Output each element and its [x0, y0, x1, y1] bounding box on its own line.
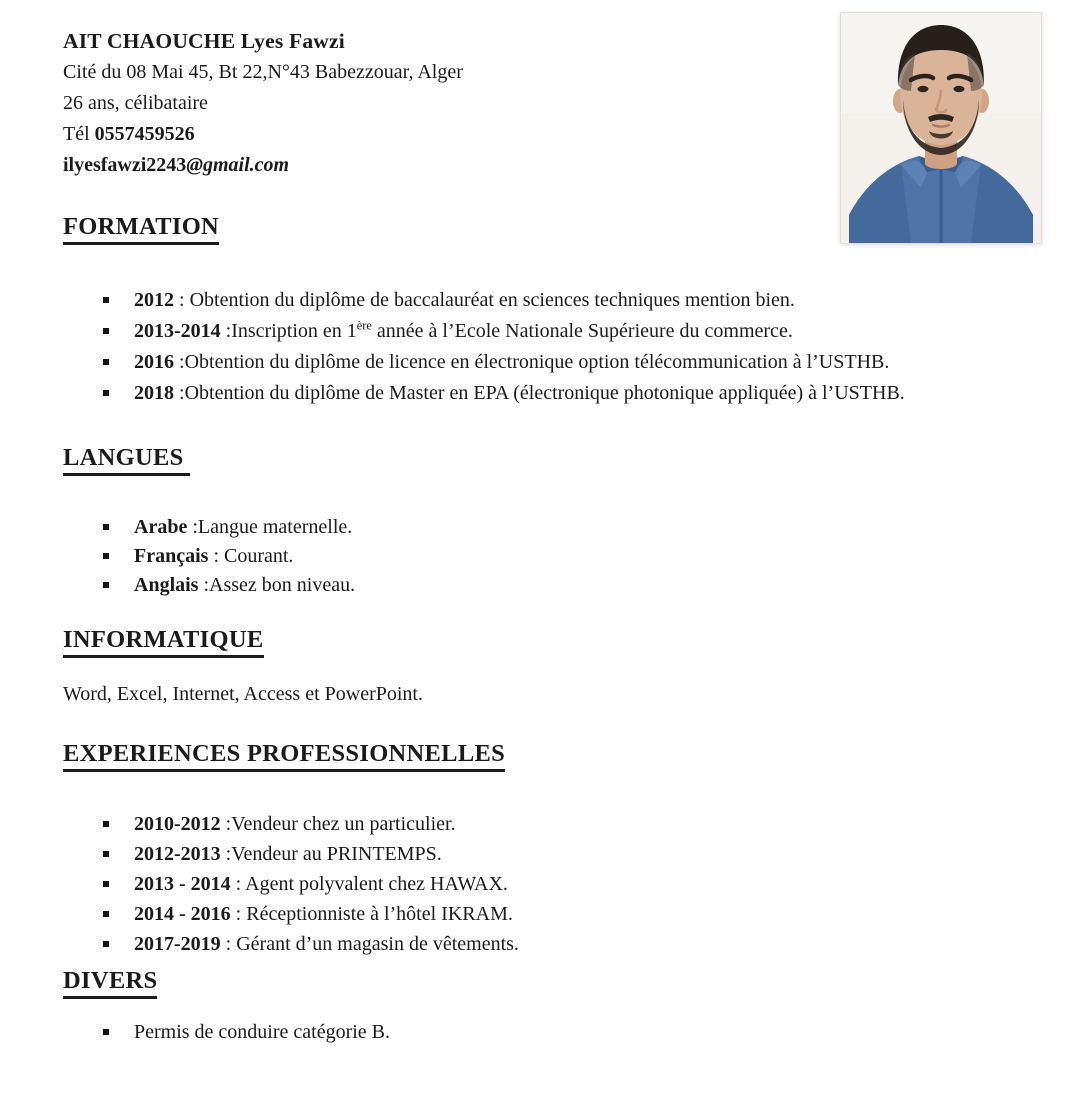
item-lead: Français	[134, 545, 209, 567]
cv-sections	[63, 213, 990, 1047]
section-langues	[63, 444, 990, 600]
item-lead: 2013-2014	[134, 320, 221, 342]
list-item-text: 2010-2012 :Vendeur chez un particulier.	[134, 813, 456, 835]
section-list	[63, 1017, 990, 1047]
list-item-text: 2013-2014 :Inscription en 1ère année à l’Ecole Nationale Supérieure du commerce.	[134, 318, 793, 342]
section-list	[63, 809, 990, 959]
section-title: EXPERIENCES PROFESSIONNELLES	[63, 740, 505, 772]
section-paragraph: Word, Excel, Internet, Access et PowerPoint.	[63, 683, 423, 705]
list-item	[103, 929, 990, 959]
list-item-text: 2017-2019 : Gérant d’un magasin de vêtements.	[134, 933, 519, 955]
section-title: FORMATION	[63, 213, 219, 245]
list-item	[103, 378, 990, 409]
email-domain: @gmail.com	[186, 154, 290, 176]
item-lead: 2017-2019	[134, 933, 221, 955]
list-item-text: 2012-2013 :Vendeur au PRINTEMPS.	[134, 843, 442, 865]
section-informatique	[63, 626, 990, 707]
bullet-square-icon	[103, 390, 109, 396]
list-item	[103, 513, 990, 542]
list-item-text: Permis de conduire catégorie B.	[134, 1021, 391, 1043]
bullet-square-icon	[103, 553, 109, 559]
section-experiences	[63, 740, 990, 959]
ordinal-superscript: ère	[356, 318, 372, 333]
section-heading	[63, 740, 990, 772]
list-item	[103, 869, 990, 899]
id-photo	[840, 12, 1042, 244]
section-list	[63, 513, 990, 600]
item-lead: 2016	[134, 351, 174, 373]
item-lead: Arabe	[134, 516, 188, 538]
bullet-square-icon	[103, 328, 109, 334]
status-line: 26 ans, célibataire	[63, 92, 208, 114]
list-item-text: 2018 :Obtention du diplôme de Master en EPA (électronique photonique appliquée) à l’USTHB.	[134, 382, 905, 404]
section-list	[63, 285, 990, 409]
list-item	[103, 899, 990, 929]
section-title: INFORMATIQUE	[63, 626, 264, 658]
list-item-text: 2013 - 2014 : Agent polyvalent chez HAWAX.	[134, 873, 508, 895]
list-item	[103, 285, 990, 316]
list-item	[103, 1017, 990, 1047]
bullet-square-icon	[103, 297, 109, 303]
bullet-square-icon	[103, 911, 109, 917]
list-item-text: Anglais :Assez bon niveau.	[134, 574, 356, 596]
item-lead: Anglais	[134, 574, 199, 596]
list-item-text: Arabe :Langue maternelle.	[134, 516, 353, 538]
list-item	[103, 347, 990, 378]
phone-number: 0557459526	[94, 123, 195, 145]
list-item	[103, 571, 990, 600]
item-lead: 2010-2012	[134, 813, 221, 835]
list-item	[103, 809, 990, 839]
section-heading	[63, 967, 990, 999]
item-lead: 2018	[134, 382, 174, 404]
item-lead: 2014 - 2016	[134, 903, 231, 925]
section-heading	[63, 444, 990, 476]
bullet-square-icon	[103, 851, 109, 857]
phone-label: Tél	[63, 123, 95, 145]
list-item-text: Français : Courant.	[134, 545, 294, 567]
section-divers	[63, 967, 990, 1047]
list-item-text: 2014 - 2016 : Réceptionniste à l’hôtel IKRAM.	[134, 903, 513, 925]
address-line: Cité du 08 Mai 45, Bt 22,N°43 Babezzouar, Alger	[63, 61, 463, 83]
id-photo-drawing	[841, 13, 1041, 243]
bullet-square-icon	[103, 582, 109, 588]
item-lead: 2013 - 2014	[134, 873, 231, 895]
list-item-text: 2016 :Obtention du diplôme de licence en électronique option télécommunication à l’USTHB.	[134, 351, 890, 373]
bullet-square-icon	[103, 881, 109, 887]
list-item	[103, 316, 990, 347]
candidate-name: AIT CHAOUCHE Lyes Fawzi	[63, 29, 345, 53]
bullet-square-icon	[103, 359, 109, 365]
list-item	[103, 839, 990, 869]
section-title: DIVERS	[63, 967, 157, 999]
item-lead: 2012-2013	[134, 843, 221, 865]
bullet-square-icon	[103, 524, 109, 530]
list-item-text: 2012 : Obtention du diplôme de baccalauréat en sciences techniques mention bien.	[134, 289, 795, 311]
bullet-square-icon	[103, 1029, 109, 1035]
item-lead: 2012	[134, 289, 174, 311]
section-heading	[63, 626, 990, 658]
bullet-square-icon	[103, 821, 109, 827]
section-title: LANGUES	[63, 444, 190, 476]
list-item	[103, 542, 990, 571]
bullet-square-icon	[103, 941, 109, 947]
email-user: ilyesfawzi2243	[63, 154, 187, 176]
